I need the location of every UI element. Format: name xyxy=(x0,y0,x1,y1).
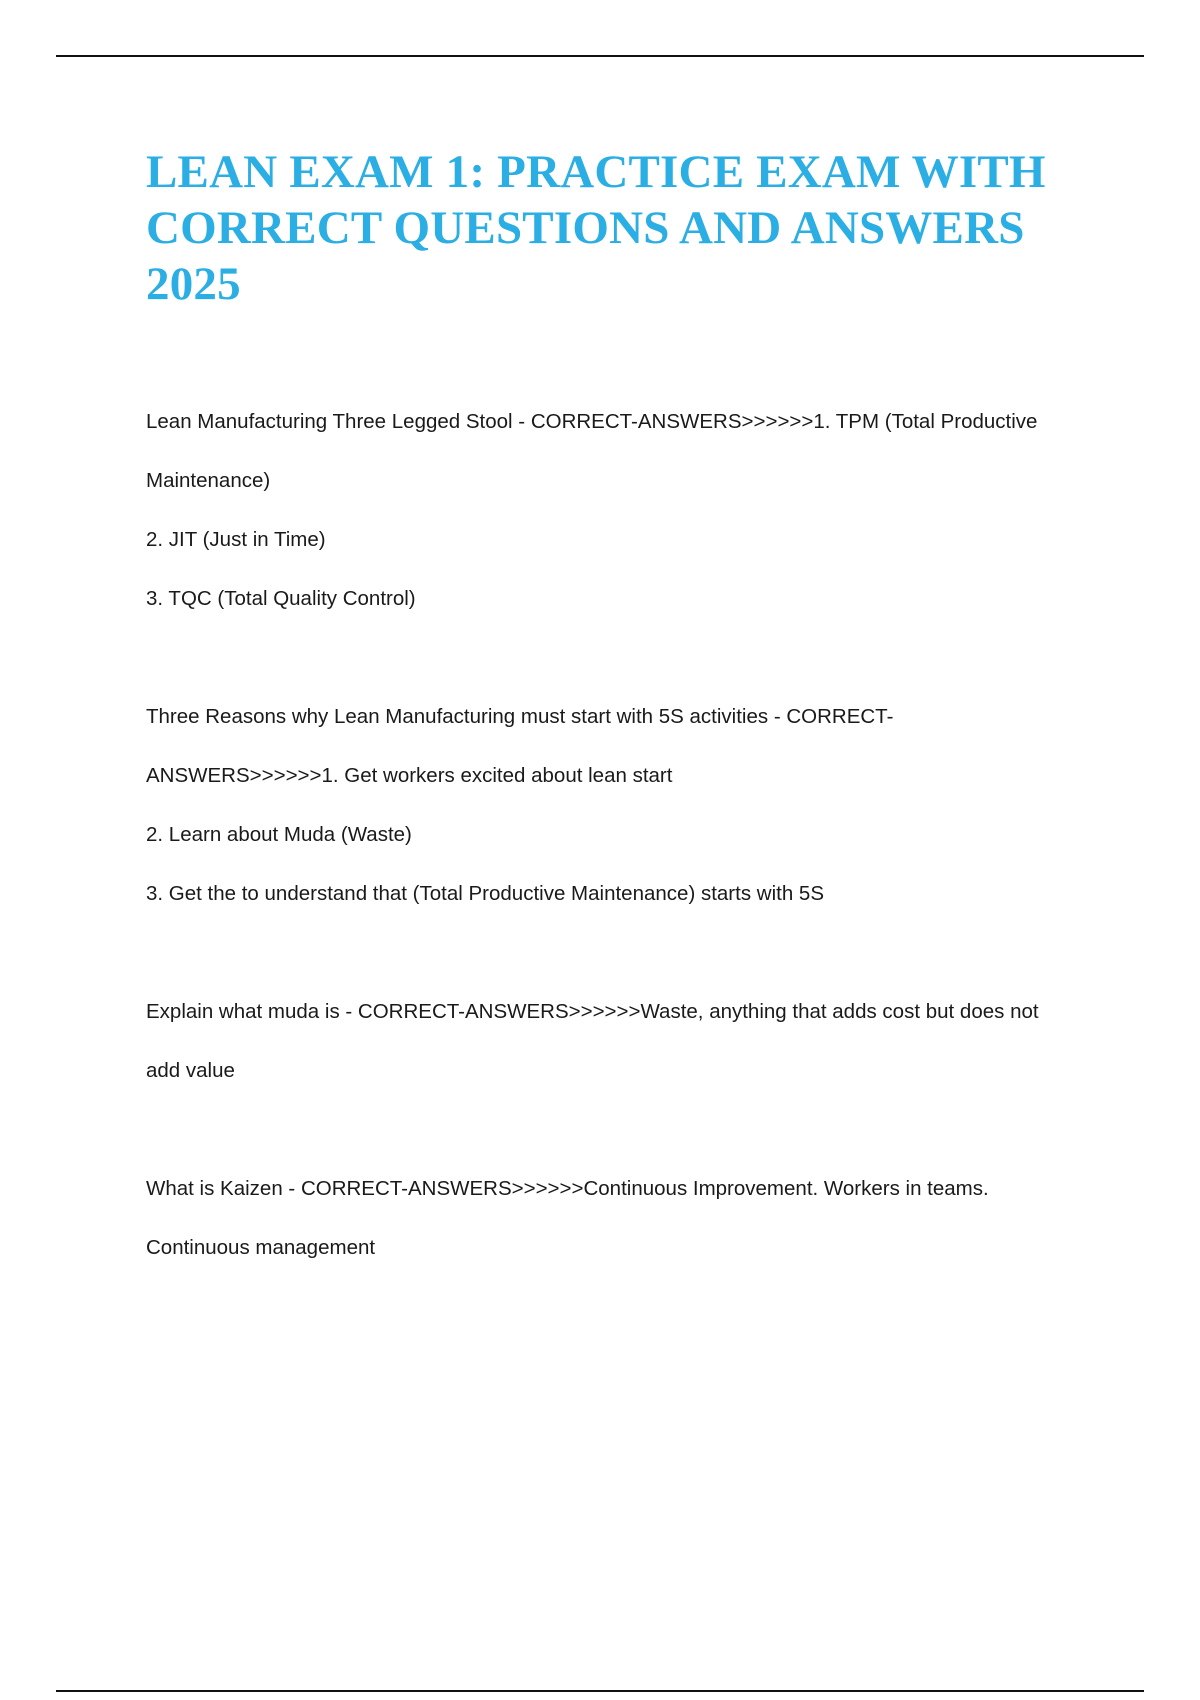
qa-list xyxy=(146,392,1086,1277)
qa-line: What is Kaizen - CORRECT-ANSWERS>>>>>>Continuous Improvement. Workers in teams. xyxy=(146,1177,989,1200)
qa-line: ANSWERS>>>>>>1. Get workers excited about lean start xyxy=(146,764,673,787)
qa-entry-muda xyxy=(146,982,1086,1100)
qa-line: Continuous management xyxy=(146,1236,376,1259)
qa-line: add value xyxy=(146,1059,235,1082)
qa-line: Three Reasons why Lean Manufacturing must start with 5S activities - CORRECT- xyxy=(146,705,894,728)
qa-line: 2. JIT (Just in Time) xyxy=(146,528,326,551)
spacer xyxy=(146,1100,1086,1159)
qa-entry-kaizen xyxy=(146,1159,1086,1277)
qa-entry-three-legged-stool xyxy=(146,392,1086,628)
qa-line: 3. TQC (Total Quality Control) xyxy=(146,587,416,610)
spacer xyxy=(146,923,1086,982)
footer-rule xyxy=(56,1690,1144,1692)
qa-line: Lean Manufacturing Three Legged Stool - CORRECT-ANSWERS>>>>>>1. TPM (Total Productive xyxy=(146,410,1038,433)
spacer xyxy=(146,628,1086,687)
document-title: LEAN EXAM 1: PRACTICE EXAM WITH CORRECT QUESTIONS AND ANSWERS 2025 xyxy=(146,146,1046,310)
qa-line: Maintenance) xyxy=(146,469,271,492)
header-rule xyxy=(56,55,1144,57)
qa-entry-5s-reasons xyxy=(146,687,1086,923)
qa-line: 3. Get the to understand that (Total Productive Maintenance) starts with 5S xyxy=(146,882,825,905)
qa-line: Explain what muda is - CORRECT-ANSWERS>>>>>>Waste, anything that adds cost but does not xyxy=(146,1000,1039,1023)
qa-line: 2. Learn about Muda (Waste) xyxy=(146,823,412,846)
